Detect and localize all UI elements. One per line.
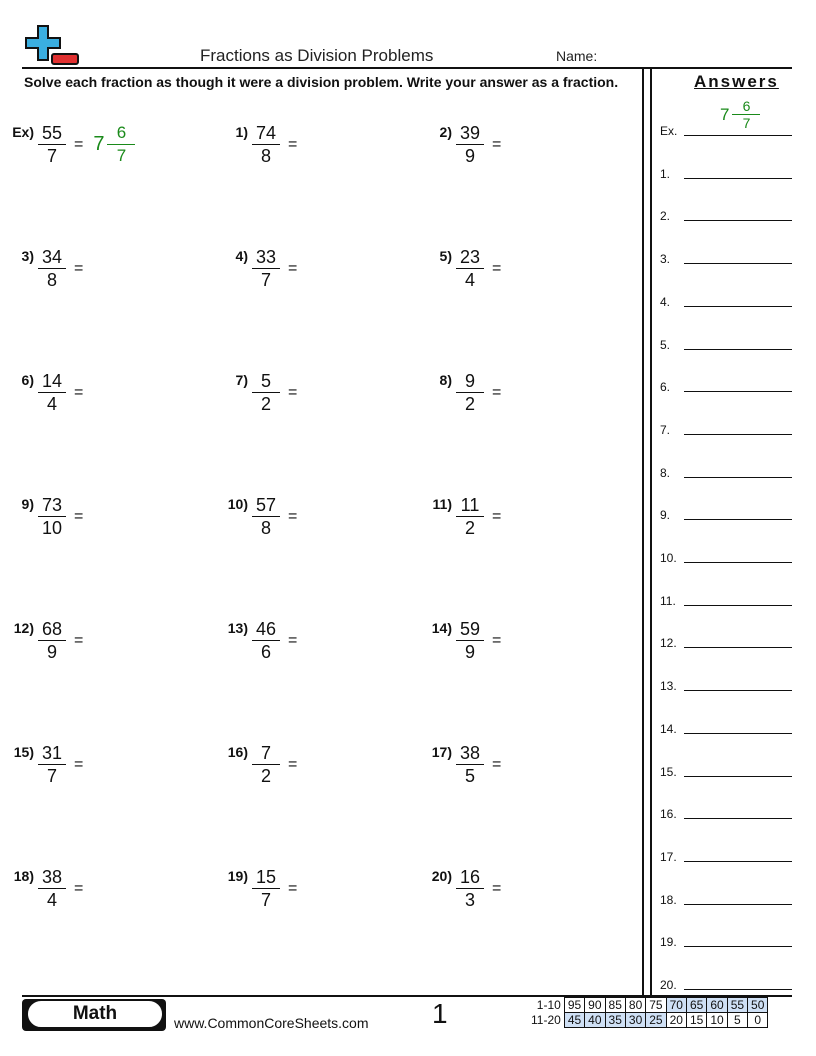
score-cell: 15 [686,1013,706,1028]
answer-row [660,630,792,650]
name-label: Name: [556,48,598,64]
example-answer [93,122,143,167]
numerator: 57 [252,494,280,517]
problem-number: Ex) [12,124,34,140]
fraction [38,370,66,415]
fraction [38,494,66,539]
score-row [528,998,768,1013]
answer-key-numerator: 6 [732,98,760,115]
equals-sign: = [492,259,502,277]
equals-sign: = [492,383,502,401]
denominator: 5 [464,766,475,786]
score-cell: 80 [625,998,645,1013]
fraction [38,742,66,787]
answer-label: 6. [660,380,671,395]
answer-blank[interactable] [684,690,792,691]
denominator: 9 [464,642,475,662]
answer-label: 2. [660,209,671,224]
numerator: 33 [252,246,280,269]
example-problem [0,122,143,167]
problem-number: 14) [431,620,452,636]
answer-row [660,161,792,181]
answer-row [660,203,792,223]
answer-blank[interactable] [684,605,792,606]
equals-sign: = [492,631,502,649]
numerator: 5 [252,370,280,393]
answer-row [660,887,792,907]
score-cell: 60 [707,998,727,1013]
top-divider [22,67,792,69]
score-cell: 90 [585,998,605,1013]
score-cell: 20 [666,1013,686,1028]
answer-denominator: 7 [116,146,127,165]
numerator: 74 [252,122,280,145]
answer-row [660,289,792,309]
denominator: 7 [46,766,57,786]
answer-row [660,460,792,480]
answer-fraction [107,122,135,167]
fraction [456,494,484,539]
denominator: 7 [260,270,271,290]
score-cell: 85 [605,998,625,1013]
numerator: 55 [38,122,66,145]
problem [214,370,297,415]
answer-label: 16. [660,807,677,822]
answer-row [660,374,792,394]
score-cell: 95 [564,998,584,1013]
denominator: 6 [260,642,271,662]
answer-blank[interactable] [684,349,792,350]
problem [0,370,83,415]
problem [214,866,297,911]
equals-sign: = [492,135,502,153]
score-cell: 25 [646,1013,666,1028]
answer-blank[interactable] [684,391,792,392]
subject-badge: Math [26,999,164,1029]
denominator: 4 [46,394,57,414]
answer-blank[interactable] [684,904,792,905]
equals-sign: = [492,507,502,525]
answer-label: 14. [660,721,677,736]
problem-number: 8) [439,372,452,388]
problem [418,618,501,663]
page-title: Fractions as Division Problems [200,46,434,65]
score-table [528,997,768,1028]
answer-column-divider-inner [650,67,652,995]
numerator: 68 [38,618,66,641]
answer-blank[interactable] [684,135,792,136]
answer-label: 15. [660,764,677,779]
answer-label: Ex. [660,124,678,138]
answer-blank[interactable] [684,861,792,862]
fraction [456,122,484,167]
fraction [252,742,280,787]
score-cell: 5 [727,1013,747,1028]
numerator: 7 [252,742,280,765]
score-cell: 45 [564,1013,584,1028]
answer-blank[interactable] [684,263,792,264]
answer-row [660,716,792,736]
problem-number: 11) [432,496,452,512]
numerator: 73 [38,494,66,517]
denominator: 7 [46,146,57,166]
answer-row [660,801,792,821]
answer-key-whole: 7 [720,104,730,124]
problem-number: 16) [227,744,248,760]
equals-sign: = [74,383,84,401]
answer-label: 7. [660,422,671,437]
answer-blank[interactable] [684,733,792,734]
problem [0,246,83,291]
score-range-label: 11-20 [531,1013,561,1027]
problem [214,618,297,663]
problem [214,122,297,167]
problem [0,742,83,787]
answer-row [660,502,792,522]
equals-sign: = [74,507,84,525]
answer-label: 18. [660,892,677,907]
equals-sign: = [74,259,84,277]
score-range-label: 1-10 [536,998,561,1012]
equals-sign: = [288,383,298,401]
score-cell: 75 [646,998,666,1013]
problem [418,370,501,415]
answer-row [660,118,792,138]
fraction [456,370,484,415]
equals-sign: = [74,755,84,773]
answer-label: 4. [660,294,671,309]
denominator: 2 [260,766,271,786]
equals-sign: = [288,507,298,525]
answer-label: 5. [660,337,671,352]
problem [418,742,501,787]
answer-blank[interactable] [684,434,792,435]
problem-number: 12) [13,620,34,636]
denominator: 7 [260,890,271,910]
equals-sign: = [492,879,502,897]
denominator: 8 [46,270,57,290]
answer-label: 17. [660,849,677,864]
problem [214,494,297,539]
problem-number: 7) [235,372,248,388]
answer-label: 20. [660,978,677,992]
numerator: 14 [38,370,66,393]
problem [418,246,501,291]
answers-title: Answers [694,72,779,91]
numerator: 59 [456,618,484,641]
answer-row [660,332,792,352]
problem-number: 1) [235,124,248,140]
answer-label: 3. [660,252,671,267]
plus-minus-logo-icon [24,24,80,68]
score-row [528,1013,768,1028]
fraction [38,246,66,291]
problem [214,246,297,291]
problem-number: 2) [439,124,452,140]
score-cell: 35 [605,1013,625,1028]
answer-label: 10. [660,551,677,565]
equals-sign: = [492,755,502,773]
fraction [252,122,280,167]
numerator: 23 [456,246,484,269]
answer-blank[interactable] [684,178,792,179]
score-cell: 50 [748,998,768,1013]
answer-row [660,929,792,949]
problem-number: 18) [13,868,34,884]
answer-label: 11. [660,593,676,608]
answer-blank[interactable] [684,989,792,990]
denominator: 4 [46,890,57,910]
numerator: 39 [456,122,484,145]
answer-row [660,246,792,266]
answer-key-denominator: 7 [742,115,751,131]
numerator: 31 [38,742,66,765]
answer-row [660,673,792,693]
denominator: 8 [260,146,271,166]
answer-blank[interactable] [684,776,792,777]
answer-blank[interactable] [684,306,792,307]
problem-number: 19) [227,868,248,884]
fraction [38,866,66,911]
denominator: 10 [41,518,63,538]
numerator: 11 [456,494,484,517]
fraction [456,618,484,663]
answer-whole: 7 [93,133,105,155]
fraction [38,618,66,663]
answer-label: 19. [660,935,677,950]
fraction [252,246,280,291]
fraction [456,246,484,291]
answer-label: 9. [660,508,671,523]
answer-row [660,972,792,992]
score-cell: 10 [707,1013,727,1028]
numerator: 15 [252,866,280,889]
fraction [456,866,484,911]
score-cell: 70 [666,998,686,1013]
denominator: 2 [464,394,475,414]
numerator: 38 [38,866,66,889]
answer-blank[interactable] [684,220,792,221]
score-cell: 40 [585,1013,605,1028]
numerator: 38 [456,742,484,765]
problem [418,866,501,911]
equals-sign: = [288,879,298,897]
problem [418,494,501,539]
answer-label: 12. [660,636,677,651]
page-number: 1 [432,998,448,1029]
answer-row [660,759,792,779]
answer-blank[interactable] [684,519,792,520]
equals-sign: = [74,631,84,649]
score-cell: 0 [748,1013,768,1028]
website-link[interactable]: www.CommonCoreSheets.com [174,1015,369,1031]
answer-row [660,417,792,437]
denominator: 4 [464,270,475,290]
score-cell: 30 [625,1013,645,1028]
answer-numerator: 6 [107,122,135,145]
numerator: 16 [456,866,484,889]
fraction [456,742,484,787]
denominator: 9 [46,642,57,662]
answer-blank[interactable] [684,946,792,947]
problem-number: 17) [431,744,452,760]
answer-row [660,844,792,864]
fraction [252,618,280,663]
equals-sign: = [288,755,298,773]
denominator: 3 [464,890,475,910]
equals-sign: = [74,879,84,897]
problem-number: 3) [21,248,34,264]
equals-sign: = [288,135,298,153]
answer-label: 8. [660,465,671,480]
problem-number: 10) [227,496,248,512]
answer-label: 13. [660,679,677,694]
answer-blank[interactable] [684,647,792,648]
problem-number: 6) [21,372,34,388]
denominator: 2 [464,518,475,538]
fraction [252,370,280,415]
denominator: 8 [260,518,271,538]
problem [0,494,83,539]
problem-number: 15) [13,744,34,760]
denominator: 9 [464,146,475,166]
answer-blank[interactable] [684,562,792,563]
fraction [252,866,280,911]
equals-sign: = [288,259,298,277]
score-cell: 55 [727,998,747,1013]
problem [0,866,83,911]
answer-blank[interactable] [684,818,792,819]
numerator: 46 [252,618,280,641]
instructions: Solve each fraction as though it were a division problem. Write your answer as a fraction. [24,74,619,90]
problem-number: 13) [227,620,248,636]
problem-number: 4) [235,248,248,264]
problem-number: 5) [439,248,452,264]
problem-number: 9) [21,496,34,512]
fraction [252,494,280,539]
problem-number: 20) [431,868,452,884]
denominator: 2 [260,394,271,414]
fraction [38,122,66,167]
score-cell: 65 [686,998,706,1013]
problem [214,742,297,787]
answer-row [660,545,792,565]
problem [0,618,83,663]
problem [418,122,501,167]
equals-sign: = [288,631,298,649]
numerator: 34 [38,246,66,269]
equals-sign: = [74,135,84,153]
answer-column-divider [642,67,644,995]
answer-row [660,588,792,608]
numerator: 9 [456,370,484,393]
answer-blank[interactable] [684,477,792,478]
answer-label: 1. [660,166,671,181]
